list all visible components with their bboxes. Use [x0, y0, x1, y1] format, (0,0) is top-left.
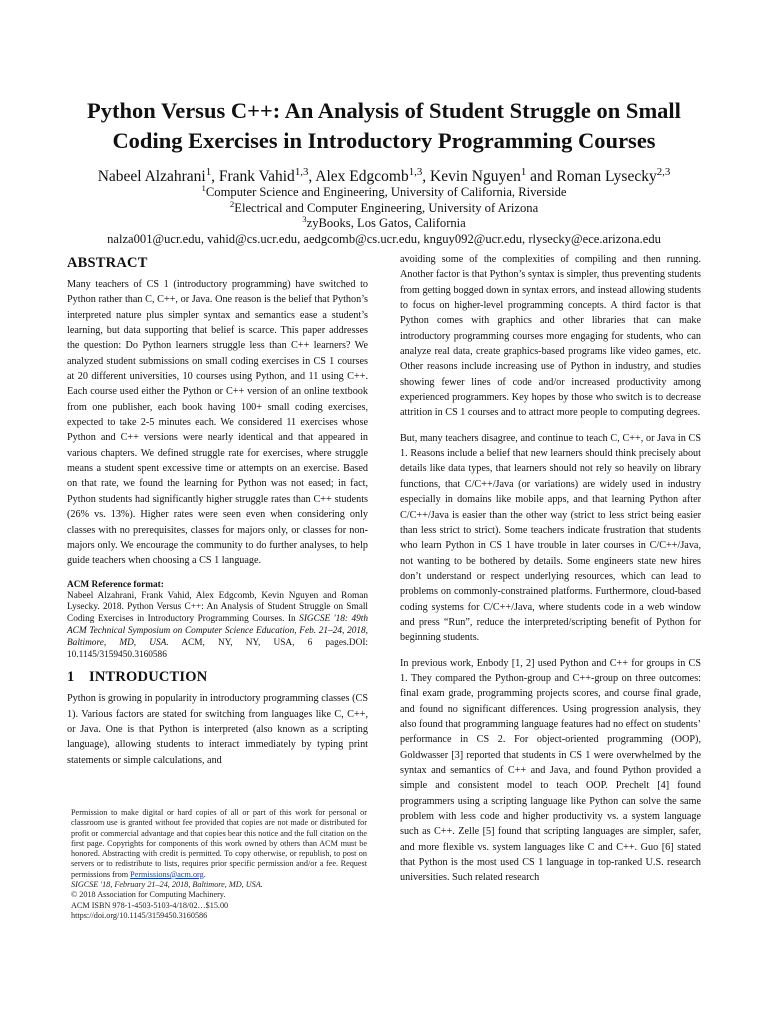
author-separator: , [422, 168, 431, 185]
author-affiliation-mark: 1,3 [294, 165, 309, 178]
doi-line: https://doi.org/10.1145/3159450.3160586 [71, 910, 208, 920]
affiliation-list [40, 182, 728, 247]
title-line-2: Coding Exercises in Introductory Programming Courses [112, 128, 656, 153]
conference-line: SIGCSE '18, February 21–24, 2018, Baltimore, MD, USA. [71, 880, 263, 890]
author-name: Frank Vahid [218, 168, 295, 185]
acm-reference-text: Nabeel Alzahrani, Frank Vahid, Alex Edgcomb, Kevin Nguyen and Roman Lysecky. 2018. Python Versus C++: An Analysis of Student Struggle on Small Coding Exercises in Introductory Programming Courses. In SIGCSE '18: 49th ACM Technical Symposium on Computer Science Education, Feb. 21–24, 2018, Baltimore, MD, USA. ACM, NY, NY, USA, 6 pages.DOI: 10.1145/3159450.3160586 [67, 590, 369, 660]
permissions-email-link[interactable]: Permissions@acm.org [130, 869, 204, 879]
author-name: Alex Edgcomb [315, 168, 409, 185]
affiliation: $^1$Computer Science and Engineering, University of California, Riverside [201, 182, 567, 199]
author-affiliation-mark: 1 [520, 165, 527, 178]
permission-notice: Permission to make digital or hard copies of all or part of this work for personal or classroom use is granted without fee provided that copies are not made or distributed for profit or commercial advantage and that copies bear this notice and the full citation on the first page. Copyrights for components of this work owned by others than ACM must be honored. Abstracting with credit is permitted. To copy otherwise, or republish, to post on servers or to redistribute to lists, requires prior specific permission and/or a fee. Request permissions from Permissions@acm.org. [71, 808, 367, 879]
title-line-1: Python Versus C++: An Analysis of Student Struggle on Small [87, 98, 681, 123]
author-separator: and [526, 168, 557, 185]
author-affiliation-mark: 1 [205, 165, 212, 178]
introduction-paragraph: Python is growing in popularity in introductory programming classes (CS 1). Various factors are stated for switching from languages like C, C++, or Java. One is that Python is interpreted (also known as a scripting language), allowing students to interact immediately by typing print statements or simple calculations, and [67, 693, 368, 766]
acm-reference-format [67, 579, 368, 662]
body-paragraph: In previous work, Enbody [1, 2] used Python and C++ for groups in CS 1. They compared the Python-group and C++-group on three outcomes: final exam grade, programming projects scores, and course final grade, and found no significant differences. Using progression analysis, they also found that programming language features had no effect on students’ performance in CS 2. For object-oriented programming (OOP), Goldwasser [3] reported that students in CS 1 were overwhelmed by the syntax and semantics of C++ and Java, and found Python provided a simple and consistent model to teach OOP. Prechelt [4] found programmers using a scripting language like Python can solve the same problem with less code and higher productivity vs. a system language such as C++. Zelle [5] found that scripting languages are simpler, safer, and more flexible vs. system languages like C and C++. Guo [6] stated that Python is the most used CS 1 language in top-ranked U.S. research universities. Such related research [400, 657, 701, 884]
affiliation: $^3$zyBooks, Los Gatos, California [302, 213, 466, 230]
abstract-text: Many teachers of CS 1 (introductory programming) have switched to Python rather than C, C++, or Java. One reason is the belief that Python’s interpreted nature plus simpler syntax and semantics ease a student’s learning, but data supporting that belief is scarce. This paper addresses the question: Do Python learners struggle less than C++ learners? We analyzed student submissions on small coding exercises in CS 1 courses at 20 different universities, 10 courses using Python, and 11 using C++. Each course used either the Python or C++ version of an online textbook from one publisher, each book having 100+ small coding exercises, expected to take 2-5 minutes each. We considered 11 exercises whose Python and C++ versions were nearly identical and that appeared in various chapters. We defined struggle rate for exercises, where struggle means a student spent excessive time or attempts on an exercise. Based on that rate, we found the learning for Python was not eased; in fact, Python students had significantly higher struggle rates than C++ students (26% vs. 13%). Higher rates were seen even when considering only classes with no prerequisites, classes for majors only, or classes for non-majors only. We encourage the community to do further analyses, to help guide teachers when choosing a CS 1 language. [67, 279, 368, 567]
author-affiliation-mark: 2,3 [656, 165, 671, 178]
author-name: Roman Lysecky [556, 168, 657, 185]
author-emails: nalza001@ucr.edu, vahid@cs.ucr.edu, aedgcomb@cs.ucr.edu, knguy092@ucr.edu, rlysecky@ece.arizona.edu [107, 231, 661, 246]
introduction-heading: 1 INTRODUCTION [67, 669, 208, 686]
affiliation: $^2$Electrical and Computer Engineering, University of Arizona [229, 198, 539, 215]
paper-title [40, 96, 728, 156]
copyright-footnote [71, 808, 367, 921]
author-affiliation-mark: 1,3 [408, 165, 423, 178]
acm-reference-venue: SIGCSE '18: 49th ACM Technical Symposium on Computer Science Education, Feb. 21–24, 2018, Baltimore, MD, USA. [67, 614, 369, 648]
author-name: Kevin Nguyen [430, 168, 521, 185]
copyright-line: © 2018 Association for Computing Machinery. [71, 890, 226, 900]
body-paragraph: avoiding some of the complexities of compiling and then running. Another factor is that Python’s syntax is simpler, thus preventing students from getting bogged down in syntax errors, and instead allowing students to focus on higher-level programming concepts. A third factor is that Python comes with graphics and other libraries that can make introductory programming courses more engaging for students, who can analyze real data, create graphics-based programs like video games, etc. Other reasons include increasing use of Python in industry, and studies showing fewer lines of code and/or increased productivity among experienced programmers. Key hopes by those who switch is to decrease attrition in CS 1 courses and to attract more people to computing degrees. [400, 254, 701, 419]
right-column [400, 252, 701, 886]
body-paragraph: But, many teachers disagree, and continue to teach C, C++, or Java in CS 1. Reasons include a belief that new learners should think precisely about details like data types, that learners should not rely so heavily on library functions, that C/C++/Java (or variations) are widely used in industry especially in domains like mobile apps, and that learning Python after C/C++/Java is easier than the other way (strict to less strict being easier than less strict to strict). Some teachers indicate frustration that students who learn Python in CS 1 have trouble in later courses in C/C++/Java, not wanting to be bothered by details. Some engineers state new hires don’t understand or respect underlying resources, which can lead to problems on commonly-constrained platforms. Furthermore, cloud-based coding systems for C/C++/Java, where students code in a web window and press “Run”, reduce the interpreted/scripting benefit of Python for beginning students. [400, 432, 701, 644]
abstract-heading: ABSTRACT [67, 255, 148, 271]
left-column [67, 254, 368, 768]
author-separator: , [211, 168, 219, 185]
acm-reference-heading: ACM Reference format: [67, 579, 164, 590]
author-name: Nabeel Alzahrani [97, 168, 206, 185]
author-separator: , [308, 168, 316, 185]
section-number: 1 [67, 669, 75, 686]
isbn-line: ACM ISBN 978-1-4503-5103-4/18/02…$15.00 [71, 900, 229, 910]
